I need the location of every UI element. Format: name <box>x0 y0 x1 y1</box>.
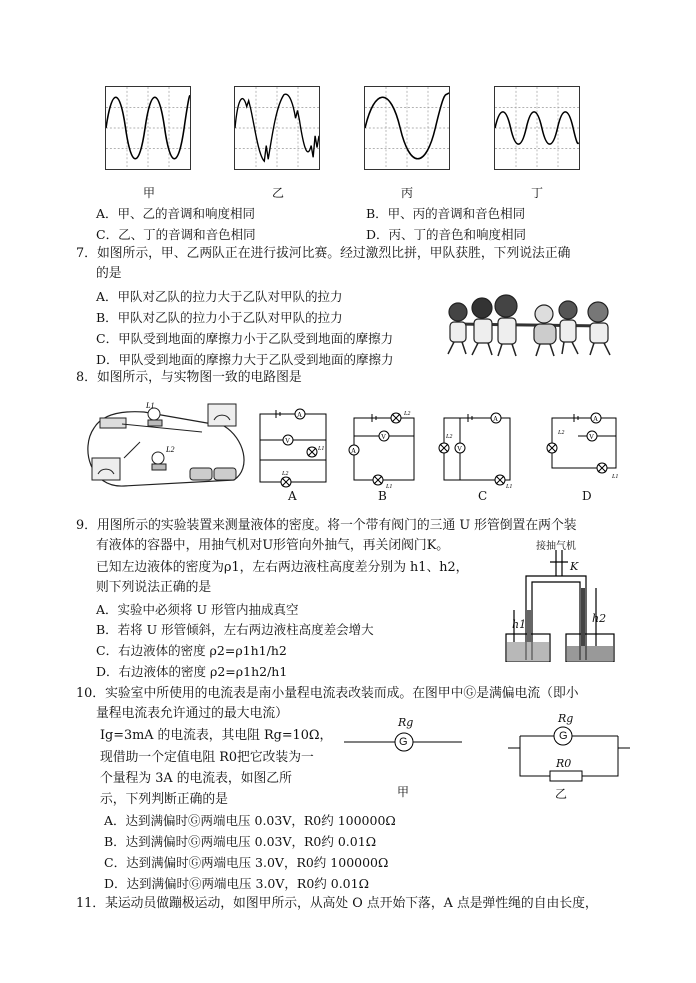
q7-option-a[interactable]: A．甲队对乙队的拉力大于乙队对甲队的拉力 <box>96 289 343 304</box>
q10-stem-cont4: 个量程为 3A 的电流表，如图乙所 <box>100 771 292 786</box>
waveform-ding <box>494 86 580 170</box>
circuit-label-c: C <box>478 489 488 503</box>
h2-label: h2 <box>592 612 607 625</box>
q11-stem: 11．某运动员做蹦极运动，如图甲所示，从高处 O 点开始下落，A 点是弹性绳的自由长度， <box>76 896 598 911</box>
physical-circuit-illustration <box>84 398 246 496</box>
u-tube-apparatus <box>504 550 618 662</box>
waveform-label-ding: 丁 <box>531 186 544 200</box>
q7-option-b[interactable]: B．甲队对乙队的拉力小于乙队对甲队的拉力 <box>96 310 343 325</box>
q10-stem-cont3: 现借助一个定值电阻 R0把它改装为一 <box>100 750 314 765</box>
waveform-label-jia: 甲 <box>143 186 156 200</box>
svg-text:A: A <box>593 415 599 423</box>
svg-text:L2: L2 <box>282 471 289 477</box>
q10-stem-cont1: 量程电流表允许通过的最大电流） <box>96 706 288 721</box>
q10-stem-cont5: 示，下列判断正确的是 <box>100 792 228 807</box>
shunt-circuit-yi <box>508 722 630 784</box>
circuit-diagram-a[interactable] <box>256 408 330 488</box>
svg-text:A: A <box>297 411 303 419</box>
circuit-diagram-c[interactable] <box>438 408 518 488</box>
q10-stem-cont2: Ig=3mA 的电流表，其电阻 Rg=10Ω， <box>100 728 333 743</box>
svg-text:L1: L1 <box>146 401 155 410</box>
q9-stem-cont1: 有液体的容器中，用抽气机对U形管向外抽气，再关闭阀门K。 <box>96 538 450 553</box>
q9-stem-cont3: 则下列说法正确的是 <box>96 580 212 595</box>
svg-text:V: V <box>381 433 387 441</box>
svg-text:L2: L2 <box>166 445 175 454</box>
svg-text:L2: L2 <box>404 411 411 417</box>
galvanometer-g-jia: G <box>399 736 408 748</box>
svg-text:L1: L1 <box>386 484 393 488</box>
q6-option-d[interactable]: D．丙、丁的音色和响度相同 <box>366 227 527 242</box>
svg-text:L1: L1 <box>318 446 325 452</box>
circuit-diagram-d[interactable] <box>544 408 624 488</box>
pump-label: 接抽气机 <box>536 541 576 552</box>
waveform-label-bing: 丙 <box>401 186 414 200</box>
q6-option-c[interactable]: C．乙、丁的音调和音色相同 <box>96 227 256 242</box>
svg-text:L1: L1 <box>506 484 513 488</box>
figure-label-jia: 甲 <box>397 785 410 799</box>
svg-text:V: V <box>457 445 463 453</box>
svg-text:A: A <box>493 415 499 423</box>
circuit-label-a: A <box>288 489 297 503</box>
svg-text:L2: L2 <box>446 434 453 440</box>
r0-label-yi: R0 <box>556 757 572 770</box>
q9-option-c[interactable]: C．右边液体的密度 ρ2=ρ1h1/h2 <box>96 643 287 658</box>
rg-label-jia: Rg <box>398 716 414 729</box>
circuit-diagram-b[interactable] <box>346 408 420 488</box>
figure-label-yi: 乙 <box>555 787 568 801</box>
q7-stem: 7．如图所示，甲、乙两队正在进行拔河比赛。经过激烈比拼，甲队获胜，下列说法正确 <box>76 246 571 261</box>
q7-stem-cont: 的是 <box>96 266 122 281</box>
rg-label-yi: Rg <box>558 712 574 725</box>
q10-stem: 10．实验室中所使用的电流表是南小量程电流表改装而成。在图甲中Ⓖ是满偏电流（即小 <box>76 686 579 701</box>
circuit-label-b: B <box>378 489 387 503</box>
galvanometer-g-yi: G <box>559 730 568 742</box>
q10-option-b[interactable]: B．达到满偏时Ⓖ两端电压 0.03V，R0约 0.01Ω <box>104 834 377 849</box>
q6-option-b[interactable]: B．甲、丙的音调和音色相同 <box>366 206 526 221</box>
svg-text:L2: L2 <box>558 430 565 436</box>
q7-option-d[interactable]: D．甲队受到地面的摩擦力大于乙队受到地面的摩擦力 <box>96 352 394 367</box>
svg-text:V: V <box>589 433 595 441</box>
q9-option-d[interactable]: D．右边液体的密度 ρ2=ρ1h2/h1 <box>96 664 288 679</box>
svg-text:V: V <box>285 437 291 445</box>
tug-of-war-illustration <box>436 294 622 358</box>
q9-stem-cont2: 已知左边液体的密度为ρ1，左右两边液柱高度差分别为 h1、h2， <box>96 560 469 575</box>
q10-option-d[interactable]: D．达到满偏时Ⓖ两端电压 3.0V，R0约 0.01Ω <box>104 876 369 891</box>
q9-option-a[interactable]: A．实验中必须将 U 形管内抽成真空 <box>96 602 299 617</box>
circuit-label-d: D <box>582 489 592 503</box>
q6-option-a[interactable]: A．甲、乙的音调和响度相同 <box>96 206 256 221</box>
q9-stem: 9．用图所示的实验装置来测量液体的密度。将一个带有阀门的三通 U 形管倒置在两个装 <box>76 518 577 533</box>
valve-k-label: K <box>570 560 579 573</box>
q10-option-c[interactable]: C．达到满偏时Ⓖ两端电压 3.0V，R0约 100000Ω <box>104 855 389 870</box>
waveform-yi <box>234 86 320 170</box>
q8-stem: 8．如图所示，与实物图一致的电路图是 <box>76 370 302 385</box>
h1-label: h1 <box>512 618 527 631</box>
q10-option-a[interactable]: A．达到满偏时Ⓖ两端电压 0.03V，R0约 100000Ω <box>104 813 396 828</box>
svg-text:L1: L1 <box>612 474 619 480</box>
waveform-jia <box>105 86 191 170</box>
waveform-bing <box>364 86 450 170</box>
waveform-label-yi: 乙 <box>272 186 285 200</box>
svg-text:A: A <box>351 447 357 455</box>
q9-option-b[interactable]: B．若将 U 形管倾斜，左右两边液柱高度差会增大 <box>96 622 374 637</box>
q7-option-c[interactable]: C．甲队受到地面的摩擦力小于乙队受到地面的摩擦力 <box>96 331 394 346</box>
